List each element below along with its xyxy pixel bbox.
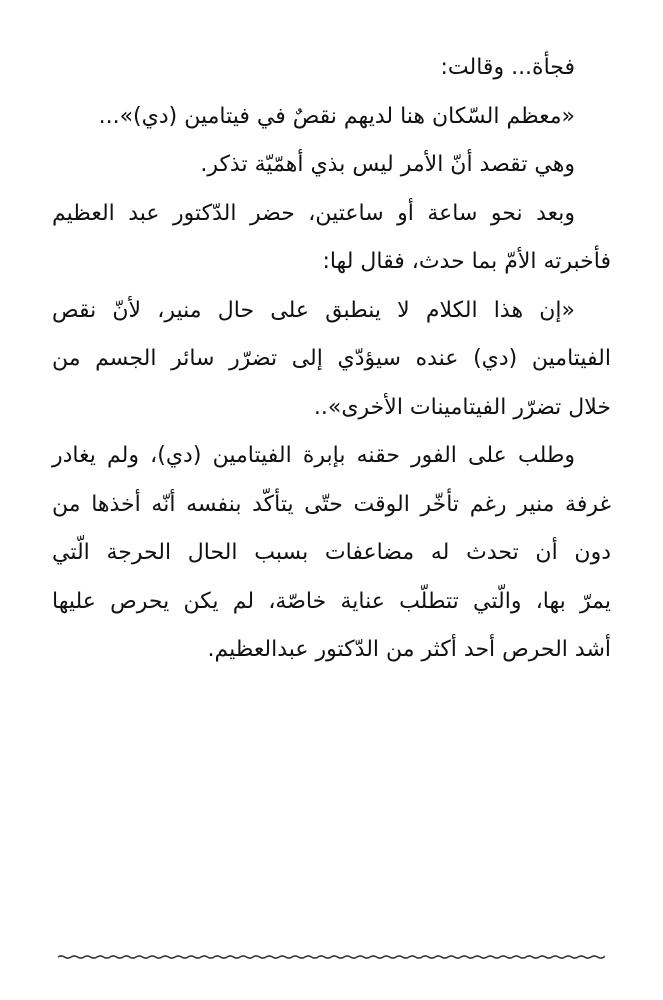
text-line: أشد الحرص أحد أكثر من الدّكتور عبدالعظيم.: [207, 637, 611, 662]
paragraph: [52, 287, 611, 433]
text-line: خلال تضرّر الفيتامينات الأخرى»..: [313, 394, 611, 420]
text-line: وبعد نحو ساعة أو ساعتين، حضر الدّكتور عبد العظيم: [52, 200, 575, 226]
paragraph: [52, 432, 611, 675]
text-line: الفيتامين (دي) عنده سيؤدّي إلى تضرّر سائر الجسم من: [52, 346, 611, 371]
wavy-divider: [58, 950, 605, 964]
wavy-divider-line: [58, 950, 605, 964]
text-line: وهي تقصد أنّ الأمر ليس بذي أهمّيّة تذكر.: [200, 152, 575, 177]
paragraph: [52, 141, 611, 190]
text-line: وطلب على الفور حقنه بإبرة الفيتامين (دي)، ولم يغادر: [52, 443, 575, 468]
text-line: فأخبرته الأمّ بما حدث، فقال لها:: [322, 249, 611, 274]
text-line: فجأة... وقالت:: [440, 55, 575, 80]
text-line: يمرّ بها، والّتي تتطلّب عناية خاصّة، لم يكن يحرص عليها: [52, 588, 611, 614]
text-line: «إن هذا الكلام لا ينطبق على حال منير، لأنّ نقص: [52, 297, 575, 323]
paragraph: [52, 190, 611, 287]
text-line: دون أن تحدث له مضاعفات بسبب الحال الحرجة الّتي: [52, 540, 611, 565]
text-line: «معظم السّكان هنا لديهم نقصٌ في فيتامين (دي)»...: [98, 103, 575, 129]
paragraph: [52, 93, 611, 142]
text-body: [52, 44, 611, 675]
text-line: غرفة منير رغم تأخّر الوقت حتّى يتأكّد بنفسه أنّه أخذها من: [52, 491, 611, 517]
paragraph: [52, 44, 611, 93]
